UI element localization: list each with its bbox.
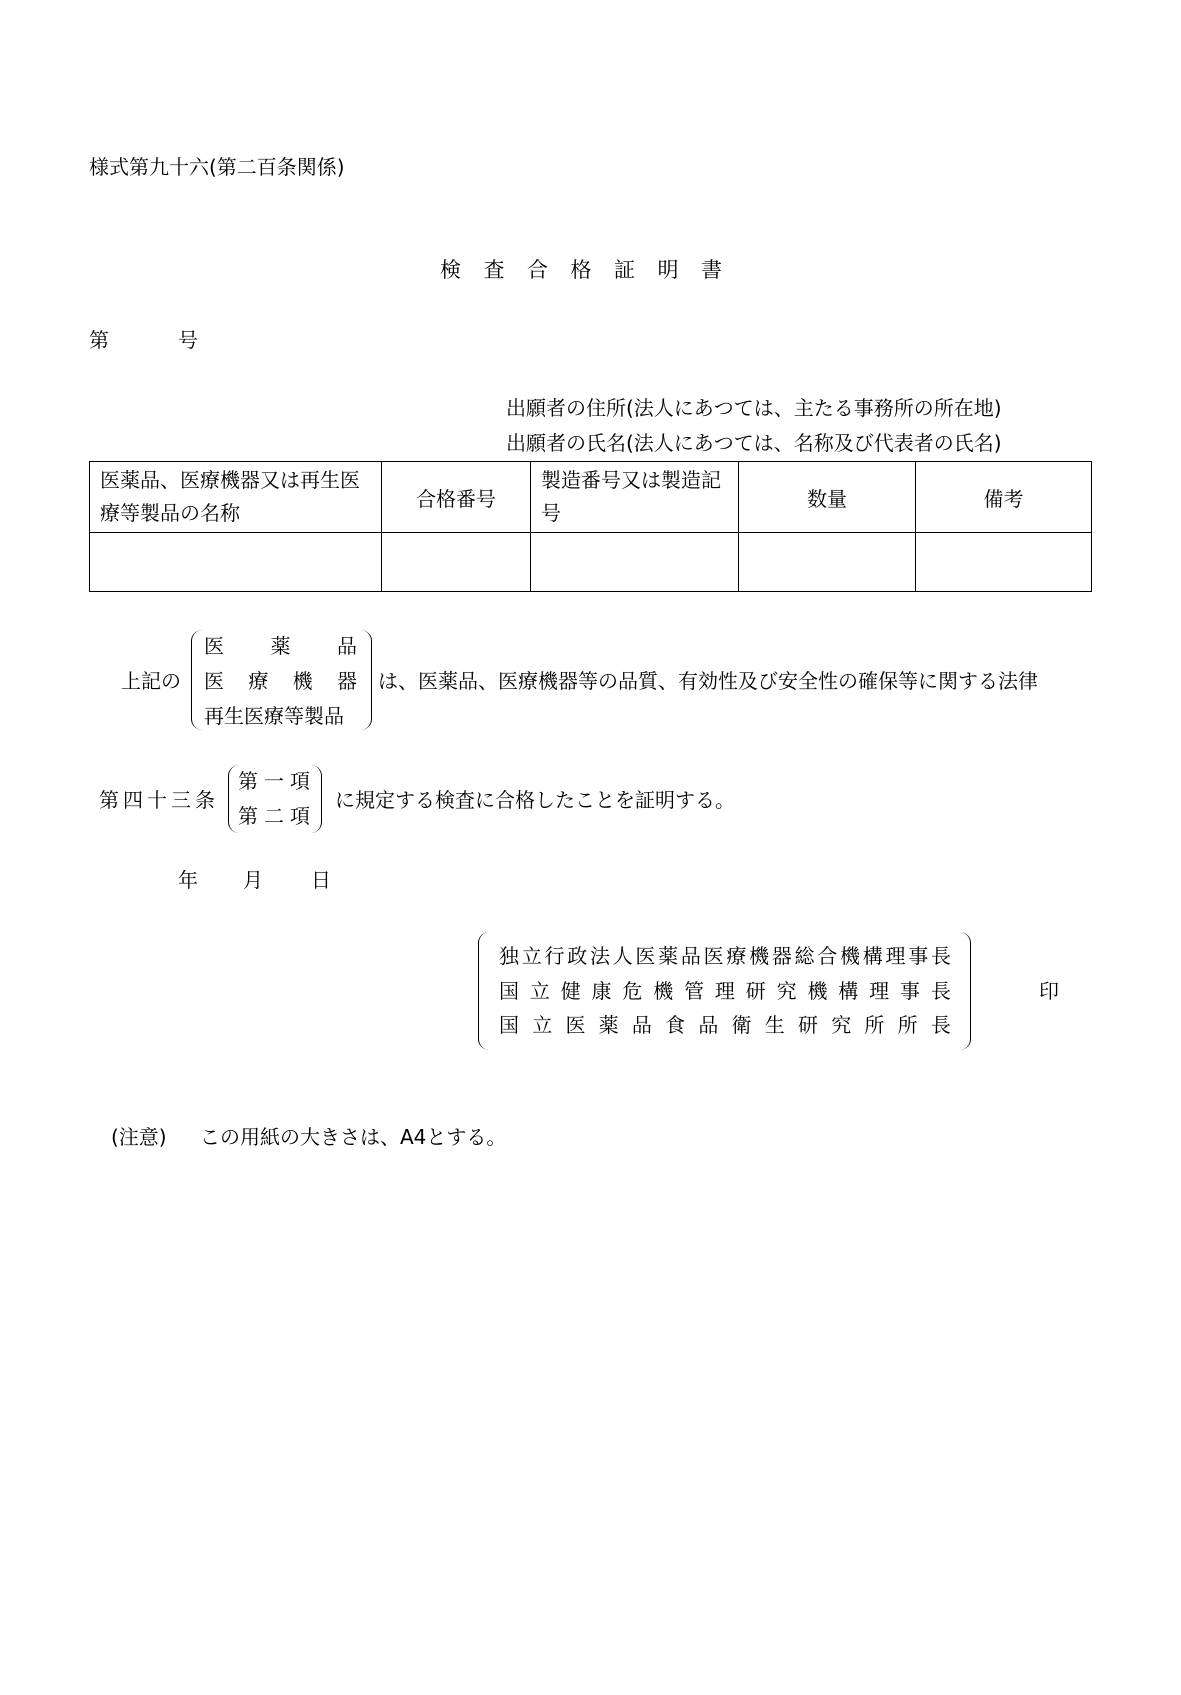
- char: 理: [714, 979, 735, 1003]
- char: 構: [862, 944, 883, 968]
- char: 法: [589, 944, 610, 968]
- char: 国: [499, 979, 519, 1003]
- applicant-name: 出願者の氏名(法人にあつては、名称及び代表者の氏名): [506, 431, 1002, 455]
- applicant-address: 出願者の住所(法人にあつては、主たる事務所の所在地): [506, 396, 1002, 420]
- char: 所: [864, 1013, 885, 1037]
- cell-lot-number[interactable]: [531, 533, 739, 592]
- char: 品: [698, 1013, 719, 1037]
- char: 薬: [658, 944, 679, 968]
- table-row: [90, 533, 1092, 592]
- char: 理: [869, 979, 890, 1003]
- char: 長: [930, 1013, 951, 1037]
- char: 研: [745, 979, 766, 1003]
- char: 食: [665, 1013, 686, 1037]
- char: 品: [680, 944, 701, 968]
- char: 検: [440, 258, 461, 282]
- issuer-jihs: [499, 981, 951, 1001]
- char: 研: [797, 1013, 818, 1037]
- option-regenerative: 再生医療等製品: [204, 704, 344, 728]
- statement1-suffix: は、医薬品、医療機器等の品質、有効性及び安全性の確保等に関する法律: [378, 669, 1038, 693]
- char: 政: [567, 944, 588, 968]
- char: 薬: [598, 1013, 619, 1037]
- number-prefix: 第: [89, 328, 109, 352]
- issuer-pmda: [499, 946, 951, 966]
- right-bracket: [311, 765, 322, 833]
- left-bracket: [478, 932, 489, 1050]
- char: 立: [532, 1013, 553, 1037]
- char: 事: [908, 944, 929, 968]
- char: 長: [930, 944, 951, 968]
- table-header-row: [90, 462, 1092, 533]
- char: 格: [570, 258, 592, 282]
- right-bracket: [361, 630, 372, 730]
- char: 医: [635, 944, 656, 968]
- char: 薬: [270, 634, 291, 658]
- char: 証: [614, 258, 635, 282]
- cell-product-name[interactable]: [90, 533, 382, 592]
- char: 機: [749, 944, 770, 968]
- certificate-table: [89, 461, 1092, 592]
- char: 健: [560, 979, 581, 1003]
- cell-pass-number[interactable]: [382, 533, 531, 592]
- char: 立: [529, 979, 550, 1003]
- header-product-name: 医薬品、医療機器又は再生医療等製品の名称: [90, 462, 382, 533]
- char: 所: [897, 1013, 918, 1037]
- char: 器: [771, 944, 792, 968]
- note-text: この用紙の大きさは、A4とする。: [200, 1125, 507, 1149]
- char: 医: [565, 1013, 586, 1037]
- char: 管: [684, 979, 705, 1003]
- header-quantity: 数量: [739, 462, 916, 533]
- char: 構: [838, 979, 859, 1003]
- header-remarks: 備考: [916, 462, 1092, 533]
- char: 機: [653, 979, 674, 1003]
- char: 生: [764, 1013, 785, 1037]
- option-paragraph-1: 第一項: [238, 769, 316, 793]
- char: 立: [521, 944, 542, 968]
- number-suffix: 号: [178, 328, 198, 352]
- document-title: [440, 260, 722, 281]
- date-day: 日: [311, 868, 331, 892]
- char: 品: [337, 634, 357, 658]
- char: 国: [499, 1013, 519, 1037]
- char: 機: [840, 944, 861, 968]
- char: 機: [807, 979, 828, 1003]
- option-medical-device: [204, 671, 357, 691]
- date-month: 月: [243, 868, 263, 892]
- char: 長: [930, 979, 951, 1003]
- char: 療: [248, 669, 269, 693]
- statement1-prefix: 上記の: [121, 669, 181, 693]
- char: 究: [831, 1013, 852, 1037]
- char: 査: [483, 258, 505, 282]
- option-paragraph-2: 第二項: [238, 804, 316, 828]
- char: 機: [292, 669, 313, 693]
- char: 事: [899, 979, 920, 1003]
- note-label: (注意): [111, 1125, 167, 1149]
- char: 書: [701, 258, 722, 282]
- header-pass-number: 合格番号: [382, 462, 531, 533]
- char: 合: [817, 944, 838, 968]
- char: 理: [885, 944, 906, 968]
- char: 危: [622, 979, 643, 1003]
- char: 独: [499, 944, 519, 968]
- char: 衛: [731, 1013, 752, 1037]
- char: 究: [776, 979, 797, 1003]
- char: 医: [204, 634, 224, 658]
- issuer-nihs: [499, 1015, 951, 1035]
- cell-quantity[interactable]: [739, 533, 916, 592]
- char: 人: [612, 944, 633, 968]
- statement2-suffix: に規定する検査に合格したことを証明する。: [335, 788, 735, 812]
- form-label: 様式第九十六(第二百条関係): [89, 155, 345, 179]
- char: 医: [204, 669, 224, 693]
- cell-remarks[interactable]: [916, 533, 1092, 592]
- char: 器: [336, 669, 357, 693]
- char: 医: [703, 944, 724, 968]
- char: 療: [726, 944, 747, 968]
- seal-mark: 印: [1039, 979, 1059, 1003]
- char: 行: [544, 944, 565, 968]
- char: 総: [794, 944, 815, 968]
- date-year: 年: [178, 868, 198, 892]
- header-lot-number: 製造番号又は製造記号: [531, 462, 739, 533]
- left-bracket: [191, 630, 202, 730]
- statement2-prefix: 第四十三条: [99, 788, 219, 812]
- char: 康: [591, 979, 612, 1003]
- char: 品: [631, 1013, 652, 1037]
- right-bracket: [960, 932, 971, 1050]
- option-pharmaceutical: [204, 636, 357, 656]
- char: 明: [657, 258, 679, 282]
- char: 合: [527, 258, 548, 282]
